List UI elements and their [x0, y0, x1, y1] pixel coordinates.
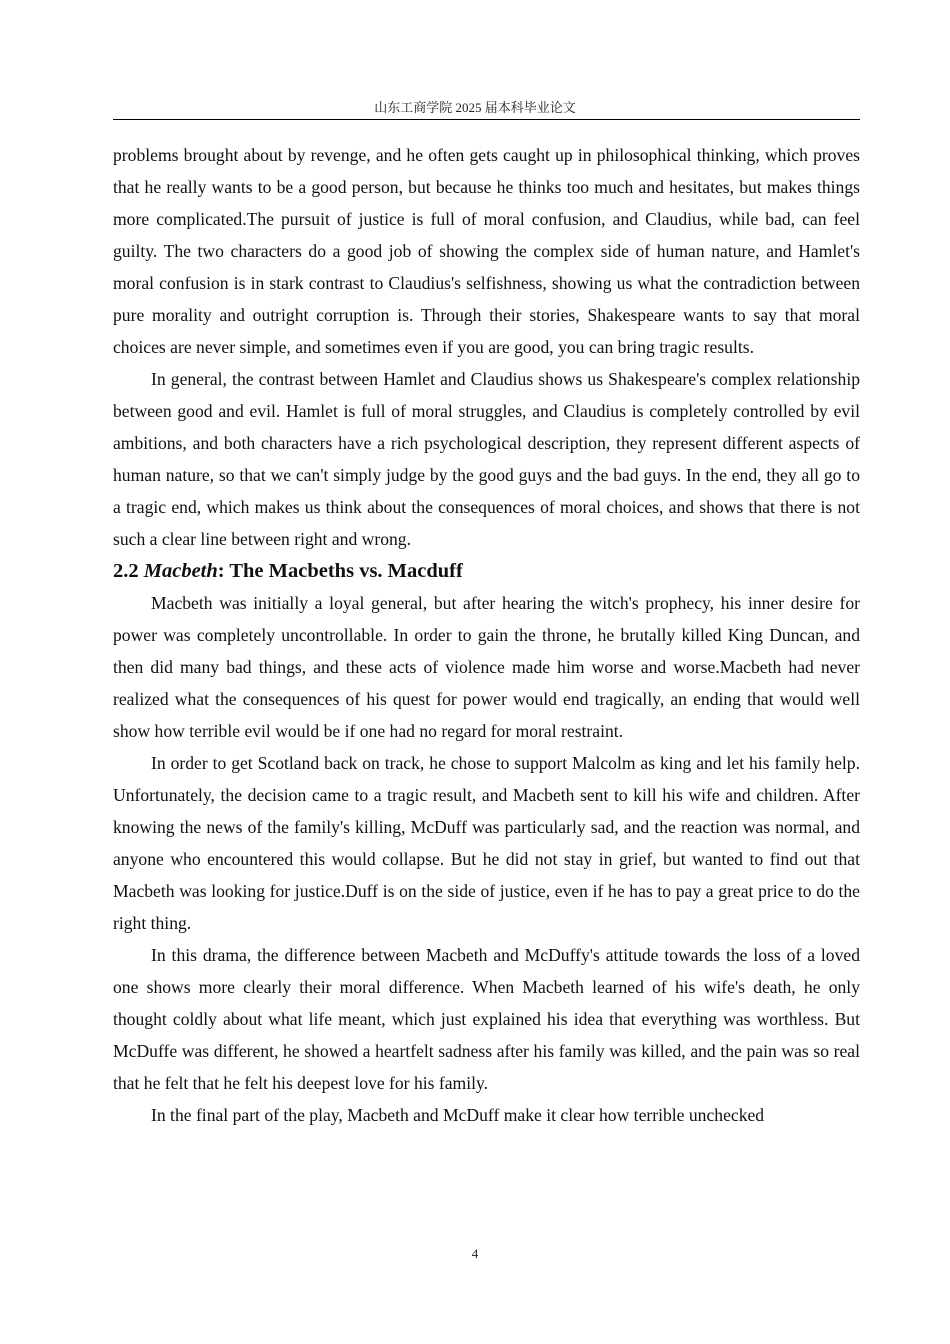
- paragraph-macduff-family: In order to get Scotland back on track, he chose to support Malcolm as king and let his family help. Unfortunately, the decision came to a tragic result, and Macbeth sent to kill his wife and children. After knowing the news of the family's killing, McDuff was particularly sad, and the reaction was normal, and anyone who encountered this would collapse. But he did not stay in grief, but wanted to find out that Macbeth was looking for justice.Duff is on the side of justice, even if he has to pay a great price to do the right thing.: [113, 753, 860, 933]
- page-number: 4: [471, 1246, 479, 1261]
- header-divider: [113, 119, 860, 120]
- section-number: 2.2: [113, 560, 144, 582]
- paragraph-macbeth-intro: Macbeth was initially a loyal general, but after hearing the witch's prophecy, his inner desire for power was completely uncontrollable. In order to gain the throne, he brutally killed King Duncan, and then did many bad things, and these acts of violence made him worse and worse.Macbeth had never realized what the consequences of his quest for power would end tragically, an ending that would well show how terrible evil would be if one had no regard for moral restraint.: [113, 593, 860, 741]
- section-title-rest: : The Macbeths vs. Macduff: [217, 560, 463, 582]
- page-header-title: 山东工商学院 2025 届本科毕业论文: [374, 100, 576, 115]
- document-body: [113, 139, 860, 1131]
- paragraph-hamlet-claudius-summary: In general, the contrast between Hamlet and Claudius shows us Shakespeare's complex relationship between good and evil. Hamlet is full of moral struggles, and Claudius is completely controlled by evil ambitions, and both characters have a rich psychological description, they represent different aspects of human nature, so that we can't simply judge by the good guys and the bad guys. In the end, they all go to a tragic end, which makes us think about the consequences of moral choices, and shows that there is not such a clear line between right and wrong.: [113, 369, 860, 549]
- paragraph-attitude-to-loss: In this drama, the difference between Macbeth and McDuffy's attitude towards the loss of a loved one shows more clearly their moral difference. When Macbeth learned of his wife's death, he only thought coldly about what life meant, which just explained his idea that everything was worthless. But McDuffe was different, he showed a heartfelt sadness after his family was killed, and the pain was so real that he felt that he felt his deepest love for his family.: [113, 945, 860, 1093]
- paragraph-final-part: In the final part of the play, Macbeth and McDuff make it clear how terrible unchecked: [151, 1105, 765, 1125]
- section-title-italic: Macbeth: [143, 560, 218, 582]
- paragraph-continued: problems brought about by revenge, and he often gets caught up in philosophical thinking, which proves that he really wants to be a good person, but because he thinks too much and hesitates, but makes things more complicated.The pursuit of justice is full of moral confusion, and Claudius, while bad, can feel guilty. The two characters do a good job of showing the complex side of human nature, and Hamlet's moral confusion is in stark contrast to Claudius's selfishness, showing us what the contradiction between pure morality and outright corruption is. Through their stories, Shakespeare wants to say that moral choices are never simple, and sometimes even if you are good, you can bring tragic results.: [113, 145, 860, 357]
- section-heading: [113, 555, 860, 587]
